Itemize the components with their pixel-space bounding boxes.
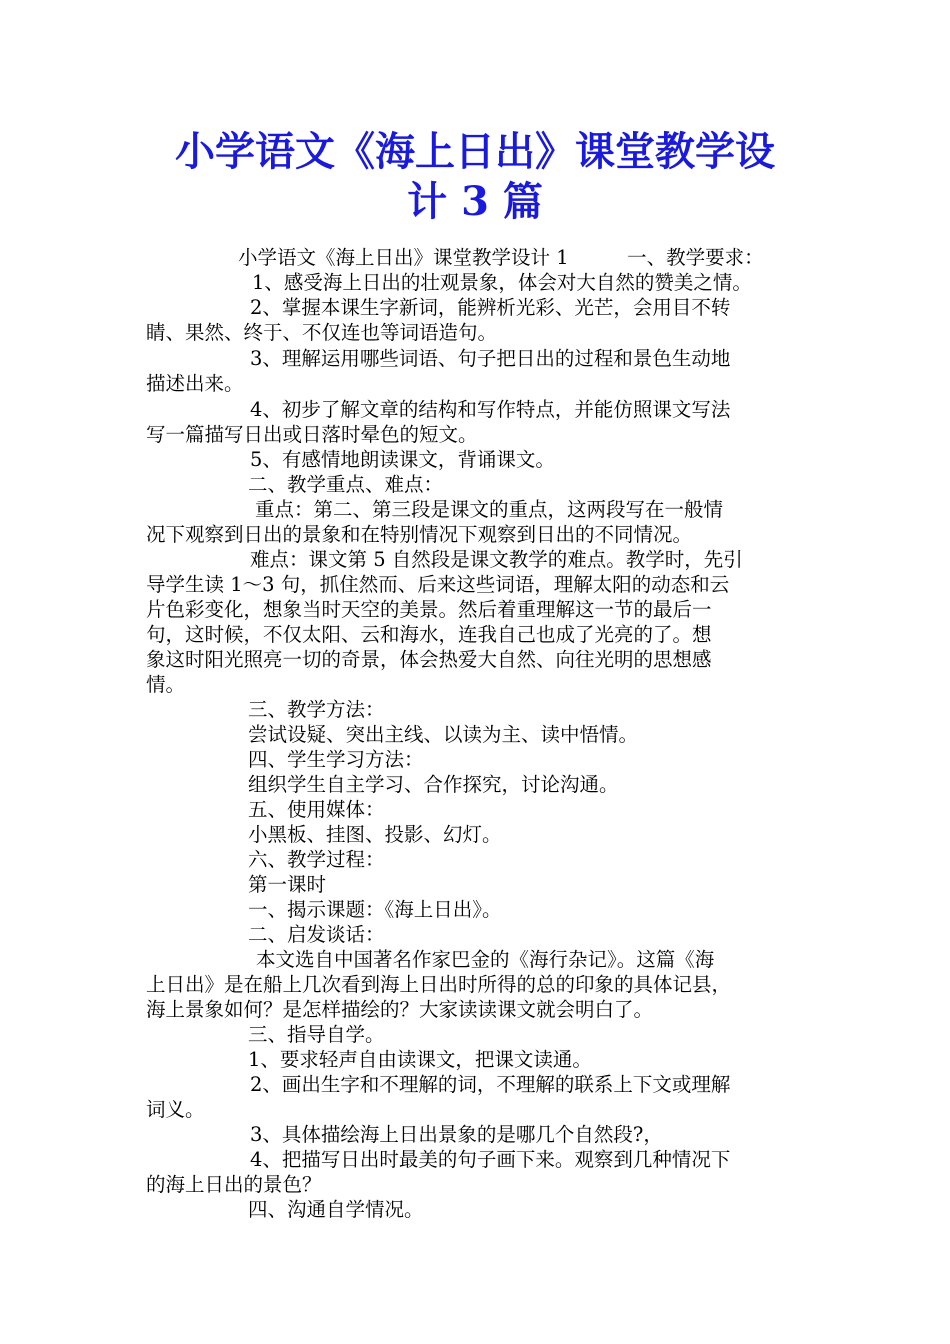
step-1: 一、揭示课题：《海上日出》。 bbox=[248, 898, 502, 921]
difficult-point-cont-5: 情。 bbox=[146, 673, 186, 696]
difficult-point-cont-1: 导学生读 1～3 句，抓住然而、后来这些词语，理解太阳的动态和云 bbox=[146, 573, 730, 596]
intro-line: 小学语文《海上日出》课堂教学设计 1 一、教学要求： bbox=[238, 246, 764, 269]
requirement-1: 1、感受海上日出的壮观景象，体会对大自然的赞美之情。 bbox=[252, 271, 752, 294]
step-3-item-3: 3、具体描绘海上日出景象的是哪几个自然段?， bbox=[250, 1123, 663, 1146]
document-title-line-2: 计 3 篇 bbox=[407, 178, 543, 225]
first-lesson-heading: 第一课时 bbox=[248, 873, 327, 896]
step-3-item-2: 2、画出生字和不理解的词，不理解的联系上下文或理解 bbox=[250, 1073, 731, 1096]
key-point-cont: 况下观察到日出的景象和在特别情况下观察到日出的不同情况。 bbox=[146, 523, 693, 546]
section-heading-5: 五、使用媒体： bbox=[248, 798, 385, 821]
requirement-2: 2、掌握本课生字新词，能辨析光彩、光芒，会用目不转 bbox=[250, 296, 731, 319]
difficult-point-cont-3: 句，这时候，不仅太阳、云和海水，连我自己也成了光亮的了。想 bbox=[146, 623, 712, 646]
difficult-point-cont-2: 片色彩变化，想象当时天空的美景。然后着重理解这一节的最后一 bbox=[146, 598, 712, 621]
section-heading-4: 四、学生学习方法： bbox=[248, 748, 424, 771]
teaching-method: 尝试设疑、突出主线、以读为主、读中悟情。 bbox=[248, 723, 639, 746]
step-2: 二、启发谈话： bbox=[248, 923, 385, 946]
section-heading-2: 二、教学重点、难点： bbox=[248, 473, 444, 496]
document-title-line-1: 小学语文《海上日出》课堂教学设 bbox=[175, 128, 775, 175]
step-4: 四、沟通自学情况。 bbox=[248, 1198, 424, 1221]
requirement-2-cont: 睛、果然、终于、不仅连也等词语造句。 bbox=[146, 321, 498, 344]
step-3-item-4: 4、把描写日出时最美的句子画下来。观察到几种情况下 bbox=[250, 1148, 731, 1171]
step-3-item-1: 1、要求轻声自由读课文，把课文读通。 bbox=[248, 1048, 592, 1071]
step-2-text-cont-2: 海上景象如何？是怎样描绘的？大家读读课文就会明白了。 bbox=[146, 998, 654, 1021]
difficult-point: 难点：课文第 5 自然段是课文教学的难点。教学时，先引 bbox=[250, 548, 743, 571]
requirement-3: 3、理解运用哪些词语、句子把日出的过程和景色生动地 bbox=[250, 347, 731, 370]
step-2-text-cont-1: 上日出》是在船上几次看到海上日出时所得的总的印象的具体记县， bbox=[146, 973, 732, 996]
step-3: 三、指导自学。 bbox=[248, 1023, 385, 1046]
media-list: 小黑板、挂图、投影、幻灯。 bbox=[248, 823, 502, 846]
learning-method: 组织学生自主学习、合作探究，讨论沟通。 bbox=[248, 773, 619, 796]
difficult-point-cont-4: 象这时阳光照亮一切的奇景，体会热爱大自然、向往光明的思想感 bbox=[146, 648, 712, 671]
section-heading-6: 六、教学过程： bbox=[248, 848, 385, 871]
requirement-5: 5、有感情地朗读课文，背诵课文。 bbox=[250, 448, 555, 471]
key-point: 重点：第二、第三段是课文的重点，这两段写在一般情 bbox=[255, 498, 724, 521]
requirement-4-cont: 写一篇描写日出或日落时晕色的短文。 bbox=[146, 423, 478, 446]
step-2-text: 本文选自中国著名作家巴金的《海行杂记》。这篇《海 bbox=[256, 948, 715, 971]
requirement-3-cont: 描述出来。 bbox=[146, 372, 244, 395]
requirement-4: 4、初步了解文章的结构和写作特点，并能仿照课文写法 bbox=[250, 398, 731, 421]
section-heading-3: 三、教学方法： bbox=[248, 698, 385, 721]
step-3-item-2-cont: 词义。 bbox=[146, 1098, 205, 1121]
step-3-item-4-cont: 的海上日出的景色？ bbox=[146, 1173, 322, 1196]
